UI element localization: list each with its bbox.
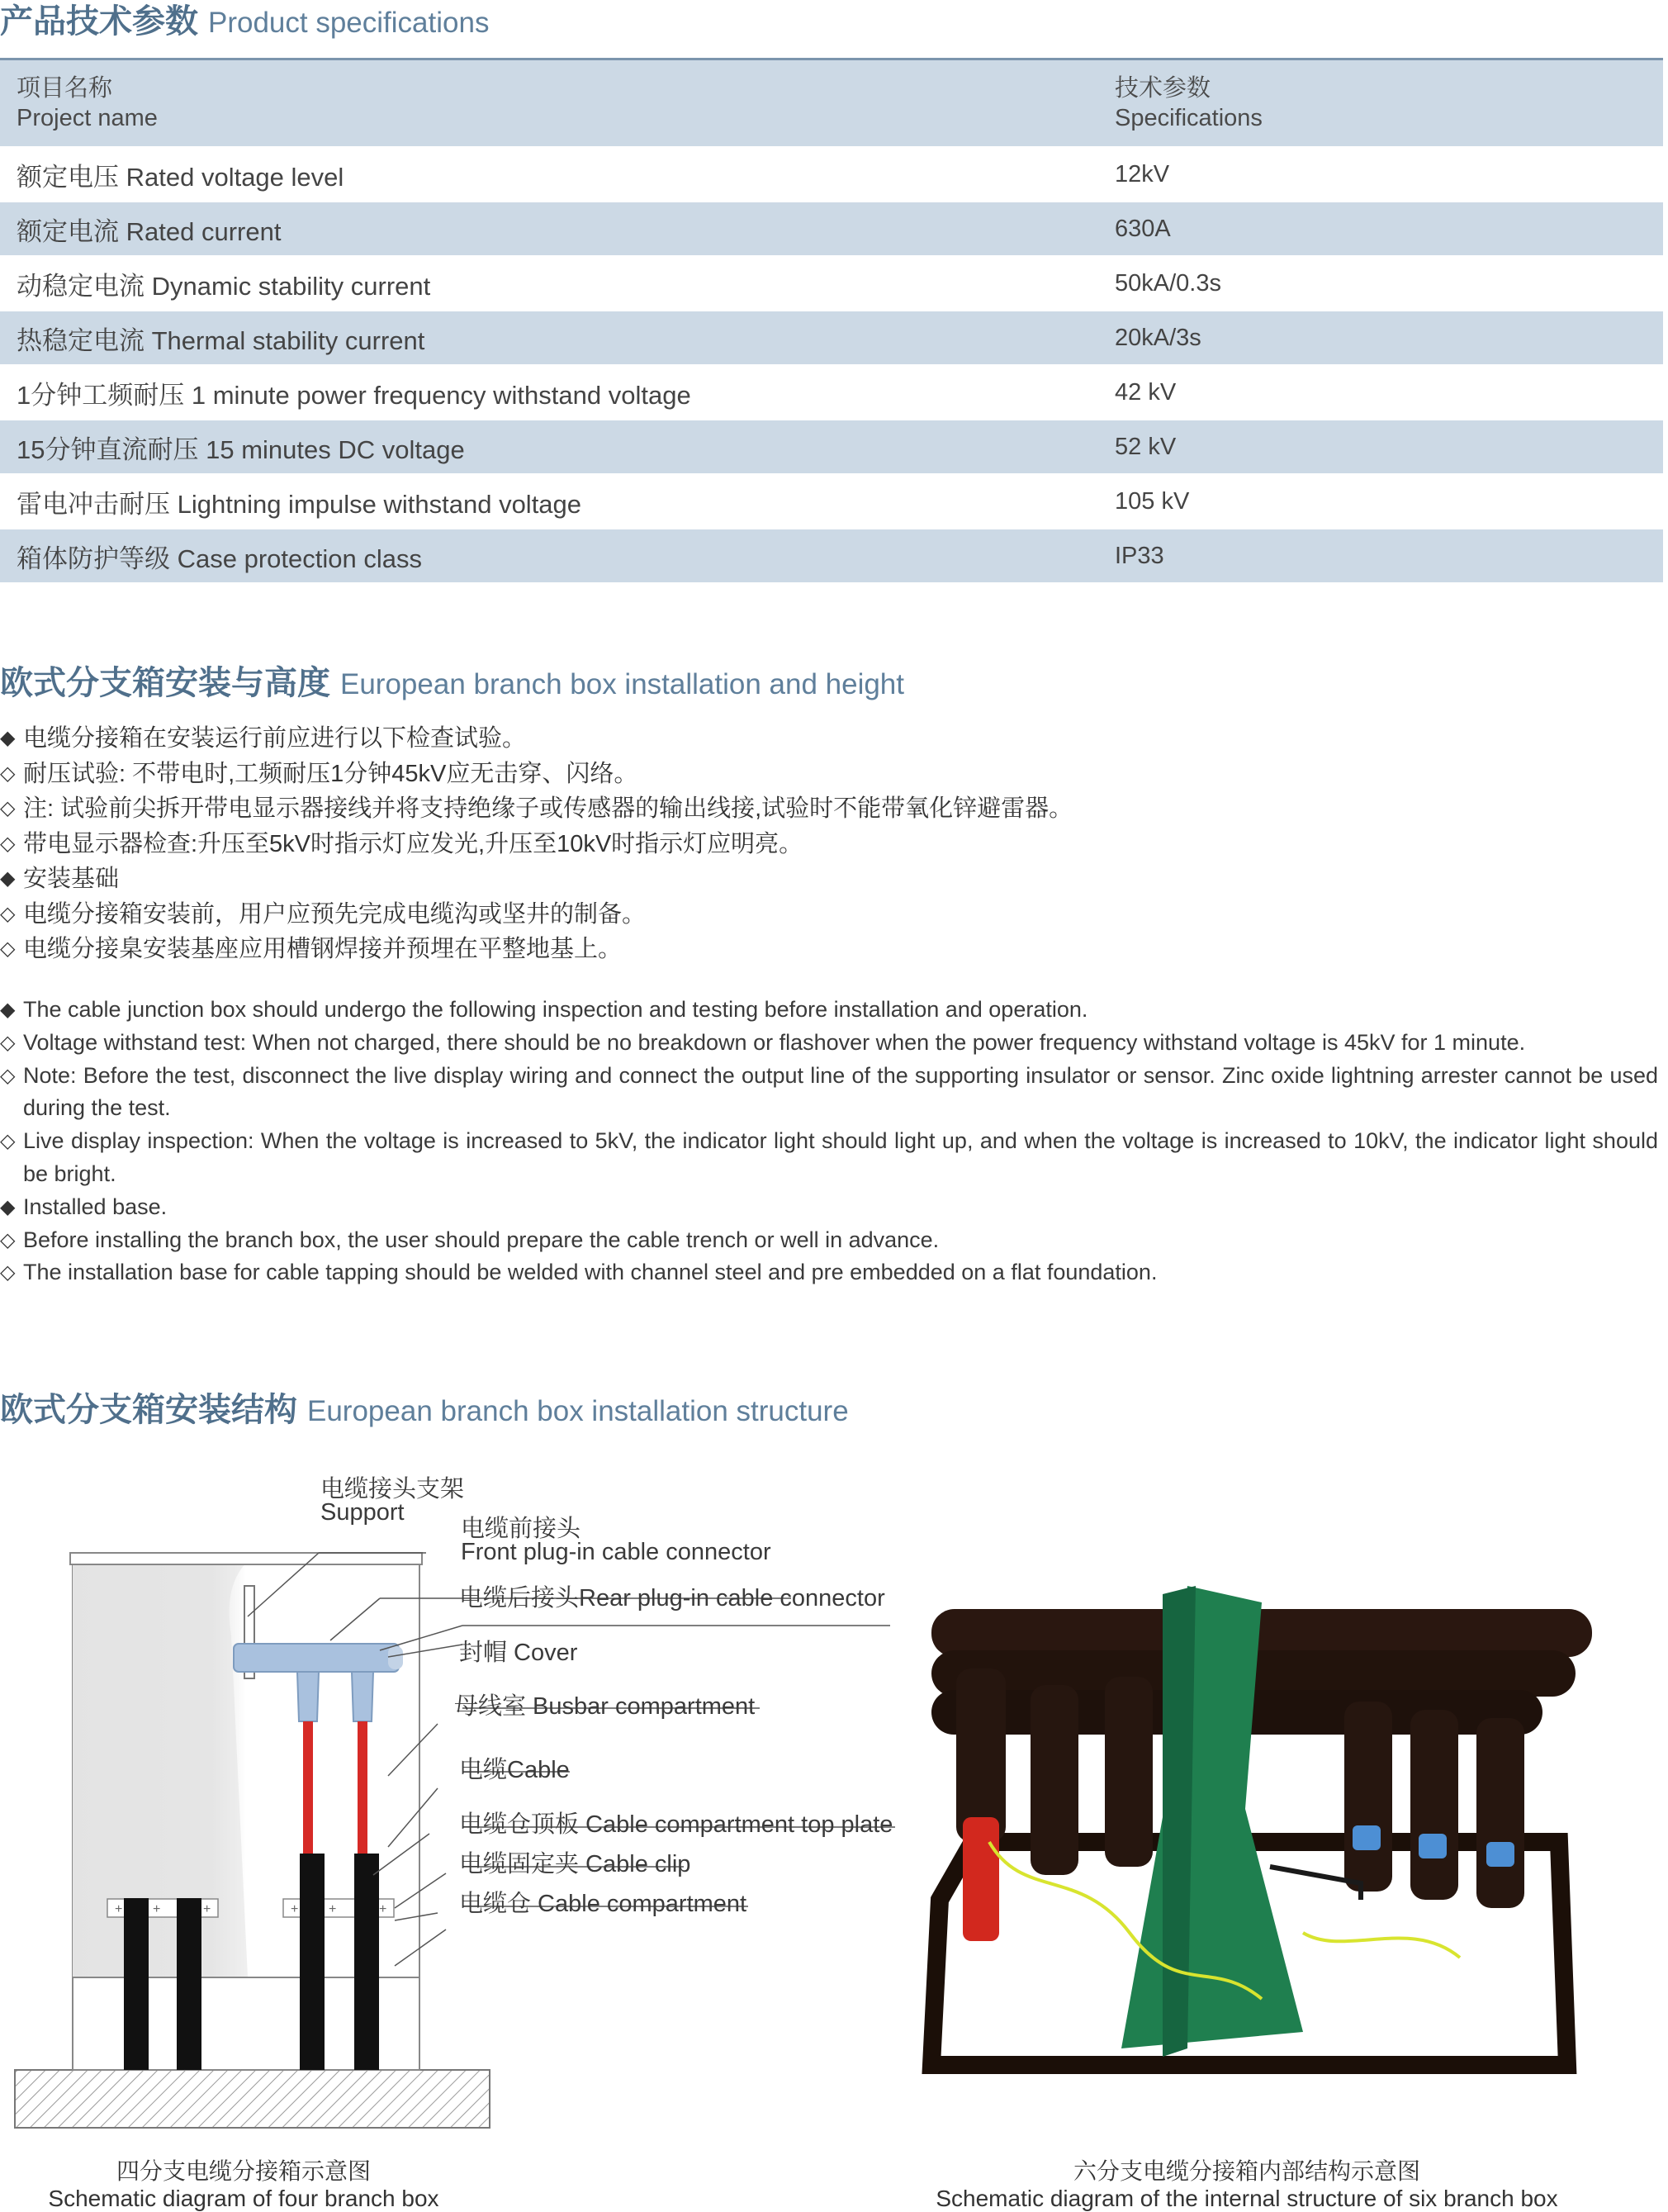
- list-item-text: 电缆分接箱在安装运行前应进行以下检查试验。: [23, 725, 527, 752]
- list-item: [0, 1125, 1658, 1191]
- table-row: [0, 366, 1663, 420]
- plug-body: [1410, 1710, 1458, 1900]
- four-branch-box-diagram: [0, 1470, 908, 2148]
- list-item-text: 注: 试验前尖拆开带电显示器接线并将支持绝缘子或传感器的输出线接,试验时不能带氧化锌避雷器。: [23, 795, 1073, 822]
- table-row: [0, 311, 1663, 366]
- label-compartment: 电缆仓 Cable compartment: [459, 1891, 747, 1917]
- header-col2-cn: 技术参数: [1115, 75, 1211, 102]
- install-title-en: European branch box installation and height: [340, 668, 904, 700]
- svg-text:+: +: [203, 1902, 211, 1916]
- blue-cap: [1486, 1842, 1514, 1867]
- list-item: [0, 721, 1073, 757]
- list-item: [0, 791, 1073, 827]
- row-name: 15分钟直流耐压 15 minutes DC voltage: [17, 434, 465, 464]
- specs-title-en: Product specifications: [208, 7, 490, 39]
- caption-right-cn: 六分支电缆分接箱内部结构示意图: [1073, 2158, 1420, 2184]
- bullet-diamond-filled-icon: ◆: [0, 727, 16, 749]
- plug-body: [1344, 1702, 1392, 1892]
- list-item-text: Live display inspection: When the voltage is increased to 5kV, the indicator light should light up, and when the voltage is increased to 10kV, the indicator light should be bright.: [23, 1128, 1658, 1186]
- caption-left: [17, 2157, 471, 2212]
- specs-title: [0, 0, 489, 42]
- six-branch-box-photo: [915, 1569, 1592, 2098]
- structure-title-en: European branch box installation structure: [307, 1395, 849, 1427]
- label-cable: 电缆Cable: [459, 1757, 570, 1783]
- row-name: 1分钟工频耐压 1 minute power frequency withstand voltage: [17, 380, 691, 410]
- svg-text:+: +: [153, 1902, 161, 1916]
- rear-plug: [352, 1672, 373, 1721]
- install-en-list: [0, 994, 1658, 1289]
- label-front-en: Front plug-in cable connector: [461, 1539, 771, 1565]
- row-value: 20kA/3s: [1115, 324, 1201, 351]
- bullet-diamond-outline-icon: ◇: [0, 1064, 16, 1087]
- list-item-text: Voltage withstand test: When not charged, there should be no breakdown or flashover when the power frequency withstand voltage is 45kV for 1 minute.: [23, 1029, 1526, 1055]
- list-item-text: 电缆分接箱安装前，用户应预先完成电缆沟或坚井的制备。: [23, 900, 647, 928]
- cable-black: [124, 1898, 149, 2070]
- bullet-diamond-outline-icon: ◇: [0, 762, 16, 785]
- bullet-diamond-outline-icon: ◇: [0, 1031, 16, 1054]
- structure-title: [0, 1384, 849, 1431]
- svg-text:+: +: [379, 1902, 387, 1916]
- label-front-cn: 电缆前接头: [461, 1516, 581, 1542]
- bullet-diamond-outline-icon: ◇: [0, 1130, 16, 1153]
- row-value: 630A: [1115, 215, 1171, 242]
- busbar-connector: [234, 1644, 399, 1672]
- bullet-diamond-outline-icon: ◇: [0, 1228, 16, 1251]
- row-name: 雷电冲击耐压 Lightning impulse withstand voltage: [17, 489, 582, 519]
- list-item-text: Note: Before the test, disconnect the live display wiring and connect the output line of the supporting insulator or sensor. Zinc oxide lightning arrester cannot be used during the test.: [23, 1062, 1658, 1121]
- spec-table: [0, 58, 1663, 584]
- row-value: 52 kV: [1115, 433, 1177, 460]
- foundation-base: [15, 2070, 490, 2128]
- svg-text:+: +: [291, 1902, 299, 1916]
- list-item: [0, 827, 1073, 862]
- list-item-text: The installation base for cable tapping should be welded with channel steel and pre embedded on a flat foundation.: [23, 1260, 1158, 1285]
- cabinet-roof: [70, 1553, 422, 1564]
- bullet-diamond-outline-icon: ◇: [0, 1261, 16, 1284]
- list-item: [0, 1027, 1658, 1060]
- bullet-diamond-outline-icon: ◇: [0, 937, 16, 960]
- cable-red: [303, 1721, 313, 1854]
- table-row: [0, 529, 1663, 584]
- bullet-diamond-outline-icon: ◇: [0, 832, 16, 855]
- row-name: 箱体防护等级 Case protection class: [17, 544, 422, 573]
- row-name: 额定电压 Rated voltage level: [17, 162, 344, 192]
- list-item: [0, 862, 1073, 897]
- header-col2-en: Specifications: [1115, 105, 1263, 131]
- row-value: 50kA/0.3s: [1115, 269, 1221, 297]
- caption-right: [908, 2157, 1585, 2212]
- list-item-text: 耐压试验: 不带电时,工频耐压1分钟45kV应无击穿、闪络。: [23, 760, 638, 787]
- cable-red: [358, 1721, 367, 1854]
- header-col1-en: Project name: [17, 105, 158, 131]
- row-name: 热稳定电流 Thermal stability current: [17, 325, 425, 355]
- plug-body: [956, 1668, 1006, 1842]
- six-branch-box-illustration: [915, 1569, 1592, 2098]
- row-name: 额定电流 Rated current: [17, 216, 282, 246]
- cable-black: [354, 1854, 379, 2070]
- label-cover: 封帽 Cover: [459, 1640, 578, 1666]
- label-top-plate: 电缆仓顶板 Cable compartment top plate: [459, 1811, 893, 1838]
- label-clip: 电缆固定夹 Cable clip: [459, 1851, 691, 1877]
- plug-body: [1105, 1677, 1153, 1867]
- four-branch-box-schematic: [0, 1470, 908, 2148]
- list-item: [0, 897, 1073, 933]
- label-rear: 电缆后接头Rear plug-in cable connector: [459, 1585, 885, 1612]
- list-item: [0, 757, 1073, 792]
- svg-text:+: +: [115, 1902, 123, 1916]
- caption-left-cn: 四分支电缆分接箱示意图: [116, 2158, 371, 2184]
- list-item-text: 带电显示器检查:升压至5kV时指示灯应发光,升压至10kV时指示灯应明亮。: [23, 830, 803, 857]
- list-item: [0, 1256, 1658, 1289]
- label-support-en: Support: [320, 1499, 405, 1526]
- bullet-diamond-outline-icon: ◇: [0, 797, 16, 819]
- label-support-cn: 电缆接头支架: [320, 1476, 465, 1502]
- blue-cap: [1419, 1834, 1447, 1858]
- table-row: [0, 257, 1663, 311]
- list-item-text: Installed base.: [23, 1194, 168, 1219]
- row-value: 105 kV: [1115, 487, 1190, 515]
- red-arrester: [963, 1817, 999, 1941]
- row-value: 42 kV: [1115, 378, 1177, 406]
- install-title: [0, 657, 904, 704]
- plug-body: [1476, 1718, 1524, 1908]
- row-name: 动稳定电流 Dynamic stability current: [17, 271, 431, 301]
- bullet-diamond-filled-icon: ◆: [0, 999, 16, 1021]
- plug-body: [1031, 1685, 1078, 1875]
- list-item: [0, 1060, 1658, 1126]
- install-title-cn: 欧式分支箱安装与高度: [0, 665, 330, 701]
- header-specifications: [1115, 60, 1663, 146]
- list-item: [0, 994, 1658, 1027]
- row-value: 12kV: [1115, 160, 1170, 187]
- svg-text:+: +: [329, 1902, 337, 1916]
- list-item: [0, 1191, 1658, 1224]
- structure-title-cn: 欧式分支箱安装结构: [0, 1392, 297, 1428]
- table-row: [0, 148, 1663, 202]
- specs-title-cn: 产品技术参数: [0, 3, 198, 40]
- list-item-text: The cable junction box should undergo the following inspection and testing before installation and operation.: [23, 997, 1088, 1022]
- caption-right-en: Schematic diagram of the internal structure of six branch box: [936, 2186, 1558, 2211]
- table-row: [0, 420, 1663, 475]
- list-item-text: 电缆分接臬安装基座应用槽钢焊接并预埋在平整地基上。: [23, 936, 623, 962]
- list-item-text: Before installing the branch box, the user should prepare the cable trench or well in advance.: [23, 1227, 940, 1252]
- list-item: [0, 1224, 1658, 1257]
- header-project-name: [0, 60, 1115, 146]
- blue-cap: [1353, 1825, 1381, 1850]
- caption-left-en: Schematic diagram of four branch box: [48, 2186, 439, 2211]
- table-row: [0, 202, 1663, 257]
- header-col1-cn: 项目名称: [17, 75, 113, 102]
- table-row: [0, 475, 1663, 529]
- install-cn-list: [0, 721, 1073, 967]
- spec-table-header: [0, 60, 1663, 148]
- bullet-diamond-filled-icon: ◆: [0, 1195, 16, 1218]
- list-item-text: 安装基础: [23, 866, 120, 892]
- label-busbar: 母线室 Busbar compartment: [454, 1693, 756, 1720]
- cable-black: [300, 1854, 325, 2070]
- list-item: [0, 932, 1073, 967]
- cable-black: [177, 1898, 201, 2070]
- busbar-tube: [931, 1609, 1592, 1657]
- row-value: IP33: [1115, 542, 1164, 569]
- bullet-diamond-outline-icon: ◇: [0, 902, 16, 925]
- front-plug: [297, 1672, 319, 1721]
- bullet-diamond-filled-icon: ◆: [0, 867, 16, 890]
